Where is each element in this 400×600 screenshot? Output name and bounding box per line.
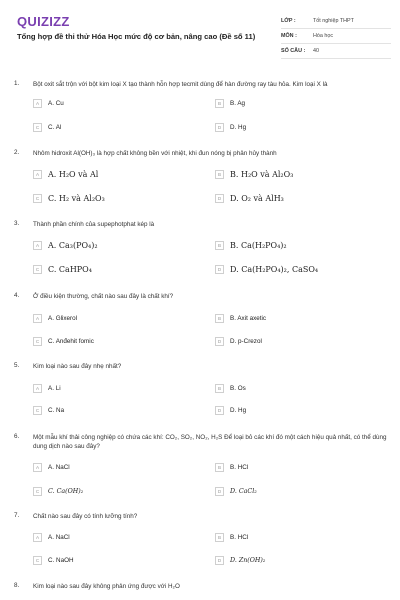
option-key-box: B [215, 241, 224, 250]
option-key-box: B [215, 314, 224, 323]
option-a[interactable] [33, 98, 64, 108]
option-d[interactable] [215, 264, 318, 274]
question-text: Ở điều kiện thường, chất nào sau đây là chất khí? [33, 293, 174, 300]
option-text: B. Ca(H₂PO₄)₂ [230, 240, 287, 250]
option-c[interactable] [33, 336, 94, 346]
question-text: Kim loại nào sau đây không phản ứng được với H₂O [33, 583, 180, 590]
option-text: C. H₂ và Al₂O₃ [48, 193, 105, 203]
option-c[interactable] [33, 122, 61, 132]
option-key-box: D [215, 337, 224, 346]
meta-row-count [281, 44, 391, 59]
option-key-box: D [215, 487, 224, 496]
option-a[interactable] [33, 462, 70, 472]
question-text: Thành phần chính của supephotphat kép là [33, 221, 155, 228]
question-number: 1. [14, 80, 20, 87]
question-number: 5. [14, 362, 20, 369]
option-c[interactable] [33, 405, 64, 415]
option-b[interactable] [215, 98, 245, 108]
option-key-box: C [33, 487, 42, 496]
option-text: D. Ca(H₂PO₄)₂, CaSO₄ [230, 264, 319, 274]
option-text: B. H₂O và Al₂O₃ [230, 169, 294, 179]
option-key-box: C [33, 337, 42, 346]
option-text: C. Al [48, 123, 62, 131]
option-b[interactable] [215, 462, 248, 472]
option-key-box: C [33, 194, 42, 203]
option-a[interactable] [33, 383, 61, 393]
option-text: A. Cu [48, 99, 64, 107]
option-text: A. Ca₃(PO₄)₂ [48, 240, 98, 250]
meta-value: Tốt nghiệp THPT [313, 18, 354, 24]
option-text: D. Hg [230, 123, 247, 131]
option-key-box: B [215, 384, 224, 393]
meta-row-subject [281, 29, 391, 44]
header-logo: QUIZIZZ [17, 14, 70, 29]
option-text: B. Ag [230, 99, 246, 107]
option-b[interactable] [215, 383, 246, 393]
option-key-box: B [215, 170, 224, 179]
option-key-box: B [215, 533, 224, 542]
meta-value: Hóa học [313, 33, 334, 39]
option-text: A. NaCl [48, 533, 70, 541]
question-text: Kim loại nào sau đây nhẹ nhất? [33, 363, 122, 370]
option-b[interactable] [215, 532, 248, 542]
option-text: B. HCl [230, 463, 249, 471]
option-d[interactable] [215, 555, 265, 565]
question-text: Một mẫu khí thải công nghiệp có chứa các khí: CO₂, SO₂, NO₂, H₂S Để loại bỏ các khí đó một cách hiệu quả nhất, có thể dùng dung dịch nào sau đây? [33, 434, 387, 450]
option-d[interactable] [215, 336, 262, 346]
option-text: C. Anđehit fomic [48, 337, 94, 345]
option-a[interactable] [33, 169, 98, 179]
option-a[interactable] [33, 532, 70, 542]
question-text: Chất nào sau đây có tính lưỡng tính? [33, 513, 138, 520]
option-d[interactable] [215, 405, 246, 415]
option-c[interactable] [33, 486, 83, 496]
option-key-box: C [33, 265, 42, 274]
option-key-box: B [215, 99, 224, 108]
option-text: D. Zn(OH)₂ [230, 556, 266, 564]
option-key-box: B [215, 463, 224, 472]
option-text: B. HCl [230, 533, 249, 541]
option-key-box: A [33, 99, 42, 108]
option-text: D. p-Crezol [230, 337, 262, 345]
option-key-box: C [33, 406, 42, 415]
question-number: 8. [14, 582, 20, 589]
meta-label: LỚP : [281, 18, 296, 24]
question-text: Nhôm hidroxit Al(OH)₃ là hợp chất không bền với nhiệt, khi đun nóng bị phân hủy thành [33, 150, 277, 157]
option-key-box: A [33, 463, 42, 472]
option-d[interactable] [215, 193, 284, 203]
question-number: 4. [14, 292, 20, 299]
option-a[interactable] [33, 313, 77, 323]
option-d[interactable] [215, 486, 257, 496]
option-key-box: C [33, 556, 42, 565]
meta-table [281, 14, 391, 59]
option-b[interactable] [215, 169, 293, 179]
option-text: D. O₂ và AlH₃ [230, 193, 284, 203]
option-key-box: D [215, 194, 224, 203]
option-key-box: D [215, 123, 224, 132]
option-text: C. Na [48, 406, 65, 414]
option-text: A. Li [48, 384, 61, 392]
option-text: B. Axit axetic [230, 314, 267, 322]
option-c[interactable] [33, 555, 74, 565]
question-number: 3. [14, 220, 20, 227]
document-title: Tổng hợp đề thi thử Hóa Học mức độ cơ bản, nâng cao (Đề số 11) [17, 32, 256, 41]
meta-label: MÔN : [281, 33, 297, 39]
meta-label: SỐ CÂU : [281, 48, 306, 54]
meta-value: 40 [313, 48, 319, 54]
option-text: A. Glixerol [48, 314, 78, 322]
option-key-box: A [33, 314, 42, 323]
option-key-box: A [33, 170, 42, 179]
option-a[interactable] [33, 240, 98, 250]
option-text: C. Ca(OH)₂ [48, 487, 84, 495]
question-number: 6. [14, 433, 20, 440]
option-text: A. H₂O và Al [48, 169, 99, 179]
option-text: C. CaHPO₄ [48, 264, 92, 274]
option-text: D. CaCl₂ [230, 487, 257, 495]
option-key-box: D [215, 406, 224, 415]
question-text: Bột oxit sắt trộn với bột kim loại X tạo thành hỗn hợp tecmit dùng để hàn đường ray tàu hỏa. Kim loại X là [33, 81, 328, 88]
option-key-box: A [33, 241, 42, 250]
option-text: D. Hg [230, 406, 247, 414]
question-number: 2. [14, 149, 20, 156]
option-b[interactable] [215, 240, 287, 250]
option-c[interactable] [33, 193, 105, 203]
option-key-box: A [33, 384, 42, 393]
option-key-box: D [215, 265, 224, 274]
option-text: B. Os [230, 384, 246, 392]
option-key-box: A [33, 533, 42, 542]
option-d[interactable] [215, 122, 246, 132]
option-text: A. NaCl [48, 463, 70, 471]
question-number: 7. [14, 512, 20, 519]
option-key-box: D [215, 556, 224, 565]
meta-row-class [281, 14, 391, 29]
option-key-box: C [33, 123, 42, 132]
option-c[interactable] [33, 264, 92, 274]
option-b[interactable] [215, 313, 266, 323]
option-text: C. NaOH [48, 556, 74, 564]
